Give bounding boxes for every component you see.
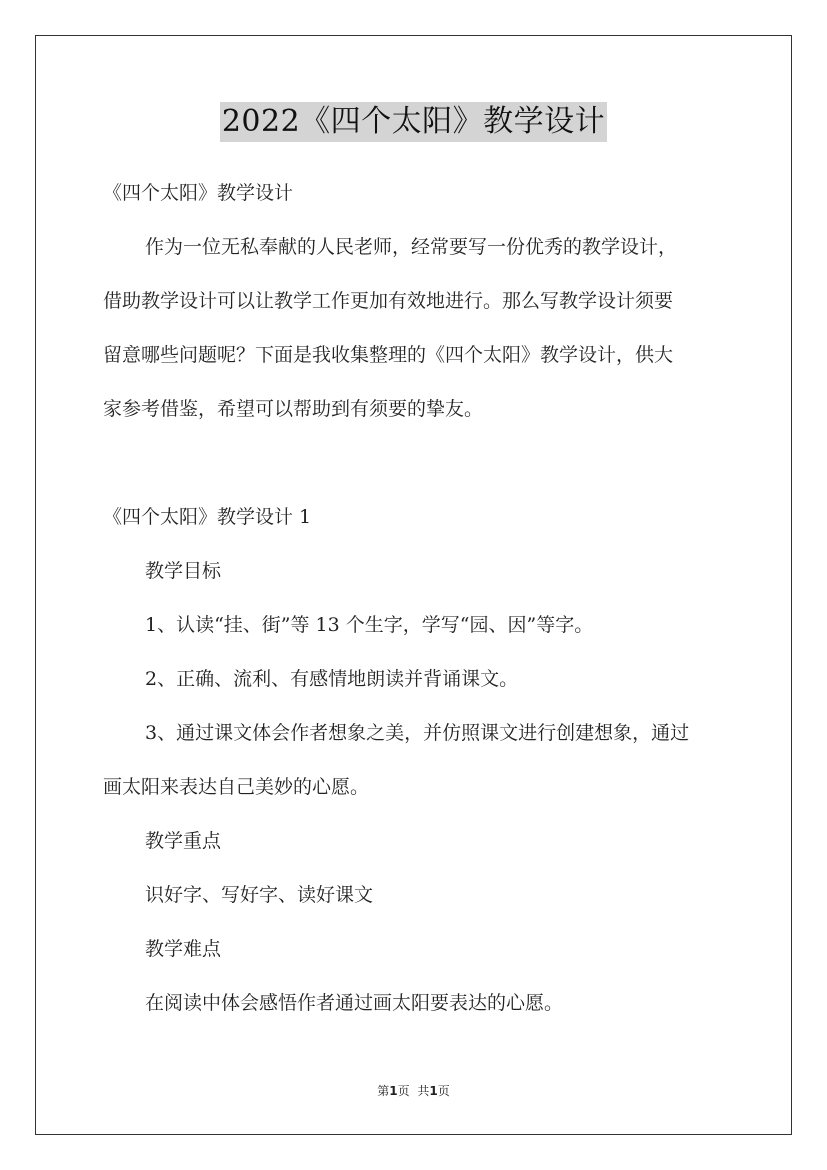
title-container bbox=[0, 102, 827, 142]
paragraph-line: 在阅读中体会感悟作者通过画太阳要表达的心愿。 bbox=[145, 992, 564, 1014]
page-label-suffix: 页 bbox=[397, 1084, 410, 1098]
paragraph-line: 留意哪些问题呢？下面是我收集整理的《四个太阳》教学设计，供大 bbox=[103, 344, 674, 366]
document-title: 2022《四个太阳》教学设计 bbox=[220, 102, 607, 142]
paragraph-line: 识好字、写好字、读好课文 bbox=[145, 884, 374, 906]
total-pages: 1 bbox=[429, 1084, 438, 1098]
section-heading: 《四个太阳》教学设计 1 bbox=[103, 506, 312, 528]
total-label-prefix: 共 bbox=[417, 1084, 430, 1098]
paragraph-line: 作为一位无私奉献的人民老师，经常要写一份优秀的教学设计， bbox=[145, 236, 678, 258]
list-item: 2、正确、流利、有感情地朗读并背诵课文。 bbox=[145, 668, 519, 690]
subheading-key-points: 教学重点 bbox=[145, 830, 222, 852]
subheading-objectives: 教学目标 bbox=[145, 560, 222, 582]
total-label-suffix: 页 bbox=[437, 1084, 450, 1098]
page-label-prefix: 第 bbox=[377, 1084, 390, 1098]
subheading-difficulties: 教学难点 bbox=[145, 938, 222, 960]
list-item-continuation: 画太阳来表达自己美妙的心愿。 bbox=[103, 776, 370, 798]
paragraph-line: 家参考借鉴，希望可以帮助到有须要的挚友。 bbox=[103, 398, 484, 420]
list-item: 3、通过课文体会作者想象之美，并仿照课文进行创建想象，通过 bbox=[145, 722, 690, 744]
page-number: 1 bbox=[389, 1084, 398, 1098]
page-footer bbox=[0, 1083, 827, 1099]
list-item: 1、认读“挂、街”等 13 个生字，学写“园、因”等字。 bbox=[145, 614, 594, 636]
paragraph-line: 借助教学设计可以让教学工作更加有效地进行。那么写教学设计须要 bbox=[103, 290, 674, 312]
section-heading: 《四个太阳》教学设计 bbox=[103, 182, 294, 204]
